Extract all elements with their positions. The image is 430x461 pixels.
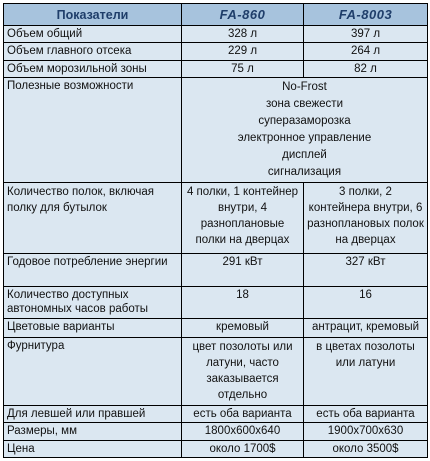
table-row bbox=[4, 60, 428, 77]
table-row bbox=[4, 405, 428, 422]
table-row bbox=[4, 26, 428, 43]
cell-features-merged bbox=[182, 77, 428, 182]
cell-fa-8003: есть оба варианта bbox=[304, 405, 428, 422]
row-label: Годовое потребление энергии bbox=[4, 254, 182, 287]
feature-item: электронное управление bbox=[237, 131, 372, 144]
cell-fa-8003: 397 л bbox=[304, 26, 428, 43]
row-label: Объем общий bbox=[4, 26, 182, 43]
table-header-row bbox=[4, 4, 428, 26]
cell-fa-860: кремовый bbox=[182, 319, 304, 337]
row-label: Количество доступных автономных часов работы bbox=[4, 286, 182, 319]
cell-fa-8003: антрацит, кремовый bbox=[304, 319, 428, 337]
feature-item: No-Frost bbox=[282, 80, 327, 93]
cell-fa-860: есть оба варианта bbox=[182, 405, 304, 422]
row-label: Для левшей или правшей bbox=[4, 405, 182, 422]
comparison-table bbox=[3, 3, 428, 458]
row-label: Полезные возможности bbox=[4, 77, 182, 182]
cell-fa-860: 4 полки, 1 контейнер внутри, 4 разноплановые полки на дверцах bbox=[182, 182, 304, 253]
header-model-fa-8003: FA-8003 bbox=[304, 4, 428, 26]
table-row bbox=[4, 254, 428, 287]
table-row bbox=[4, 43, 428, 60]
cell-fa-860: около 1700$ bbox=[182, 440, 304, 457]
cell-fa-8003: 16 bbox=[304, 286, 428, 319]
table-row bbox=[4, 182, 428, 253]
row-label: Количество полок, включая полку для бутылок bbox=[4, 182, 182, 253]
table-row bbox=[4, 319, 428, 337]
cell-fa-860: 75 л bbox=[182, 60, 304, 77]
cell-fa-860: 328 л bbox=[182, 26, 304, 43]
cell-fa-8003: 264 л bbox=[304, 43, 428, 60]
cell-fa-860: 229 л bbox=[182, 43, 304, 60]
cell-fa-860: 1800x600x640 bbox=[182, 423, 304, 440]
table-row bbox=[4, 423, 428, 440]
table-row bbox=[4, 77, 428, 182]
table-row bbox=[4, 286, 428, 319]
feature-item: суперазаморозка bbox=[258, 114, 351, 127]
table-row bbox=[4, 440, 428, 457]
feature-item: дисплей bbox=[282, 148, 327, 161]
header-model-fa-860: FA-860 bbox=[182, 4, 304, 26]
cell-fa-860: цвет позолоты или латуни, часто заказывается отдельно bbox=[182, 337, 304, 405]
cell-fa-8003: 1900x700x630 bbox=[304, 423, 428, 440]
feature-item: зона свежести bbox=[265, 97, 343, 110]
cell-fa-8003: в цветах позолоты или латуни bbox=[304, 337, 428, 405]
row-label: Фурнитура bbox=[4, 337, 182, 405]
header-parameters: Показатели bbox=[4, 4, 182, 26]
row-label: Размеры, мм bbox=[4, 423, 182, 440]
row-label: Объем главного отсека bbox=[4, 43, 182, 60]
table-row bbox=[4, 337, 428, 405]
cell-fa-8003: 327 кВт bbox=[304, 254, 428, 287]
cell-fa-8003: около 3500$ bbox=[304, 440, 428, 457]
cell-fa-860: 291 кВт bbox=[182, 254, 304, 287]
cell-fa-8003: 3 полки, 2 контейнера внутри, 6 разноплановых полок на дверцах bbox=[304, 182, 428, 253]
row-label: Цена bbox=[4, 440, 182, 457]
row-label: Цветовые варианты bbox=[4, 319, 182, 337]
feature-item: сигнализация bbox=[267, 165, 342, 178]
cell-fa-860: 18 bbox=[182, 286, 304, 319]
cell-fa-8003: 82 л bbox=[304, 60, 428, 77]
row-label: Объем морозильной зоны bbox=[4, 60, 182, 77]
